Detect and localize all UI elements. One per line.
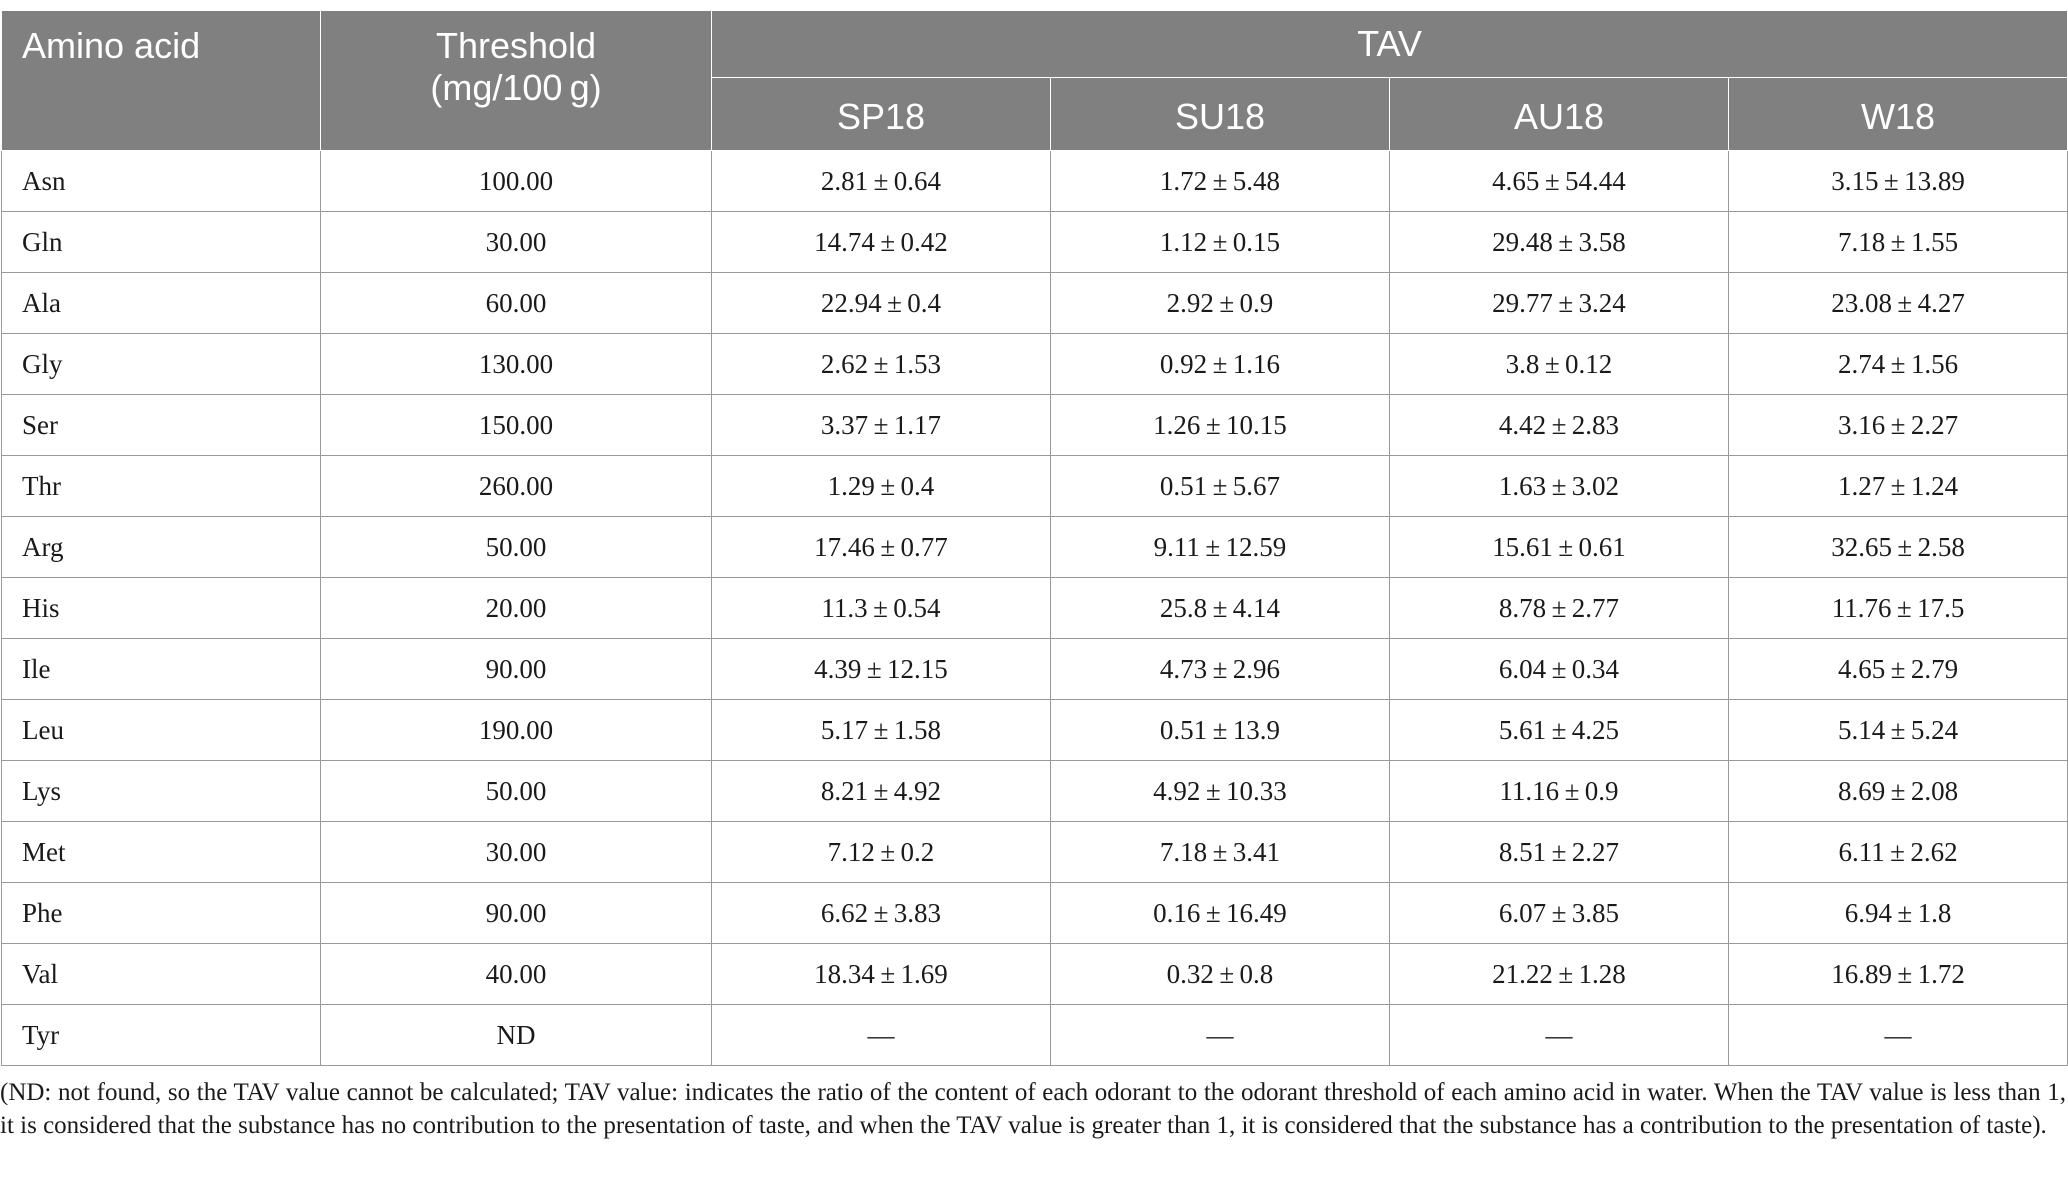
tav-value: 7.18 ± 3.41 — [1051, 822, 1390, 883]
tav-value: 4.42 ± 2.83 — [1390, 395, 1729, 456]
amino-acid-name: Thr — [2, 456, 321, 517]
tav-value: 9.11 ± 12.59 — [1051, 517, 1390, 578]
header-threshold-line1: Threshold — [435, 25, 597, 66]
table-row — [2, 334, 2068, 395]
threshold-value: 90.00 — [321, 639, 712, 700]
tav-value: 2.74 ± 1.56 — [1729, 334, 2068, 395]
tav-value: 3.37 ± 1.17 — [712, 395, 1051, 456]
tav-value: 0.16 ± 16.49 — [1051, 883, 1390, 944]
tav-value: 5.17 ± 1.58 — [712, 700, 1051, 761]
tav-value: 6.62 ± 3.83 — [712, 883, 1051, 944]
table-row — [2, 456, 2068, 517]
tav-value: 3.16 ± 2.27 — [1729, 395, 2068, 456]
tav-value: 4.92 ± 10.33 — [1051, 761, 1390, 822]
tav-value: 8.69 ± 2.08 — [1729, 761, 2068, 822]
tav-value: 32.65 ± 2.58 — [1729, 517, 2068, 578]
tav-value: 15.61 ± 0.61 — [1390, 517, 1729, 578]
tav-value: — — [1729, 1005, 2068, 1066]
tav-value: 4.39 ± 12.15 — [712, 639, 1051, 700]
tav-value: 6.11 ± 2.62 — [1729, 822, 2068, 883]
threshold-value: 60.00 — [321, 273, 712, 334]
amino-acid-name: Ala — [2, 273, 321, 334]
threshold-value: 50.00 — [321, 517, 712, 578]
table-row — [2, 1005, 2068, 1066]
header-sample-au18: AU18 — [1390, 78, 1729, 151]
table-row — [2, 517, 2068, 578]
amino-acid-name: Lys — [2, 761, 321, 822]
tav-value: 1.12 ± 0.15 — [1051, 212, 1390, 273]
tav-value: 6.04 ± 0.34 — [1390, 639, 1729, 700]
header-threshold — [321, 11, 712, 151]
amino-acid-name: Asn — [2, 151, 321, 212]
tav-value: 4.65 ± 54.44 — [1390, 151, 1729, 212]
table-header — [2, 11, 2068, 151]
tav-value: 6.94 ± 1.8 — [1729, 883, 2068, 944]
tav-value: 2.92 ± 0.9 — [1051, 273, 1390, 334]
tav-value: 25.8 ± 4.14 — [1051, 578, 1390, 639]
header-amino-acid: Amino acid — [2, 11, 321, 151]
threshold-value: 30.00 — [321, 212, 712, 273]
table-row — [2, 700, 2068, 761]
tav-value: 0.32 ± 0.8 — [1051, 944, 1390, 1005]
tav-value: 7.18 ± 1.55 — [1729, 212, 2068, 273]
table-row — [2, 639, 2068, 700]
tav-value: 6.07 ± 3.85 — [1390, 883, 1729, 944]
tav-value: 0.51 ± 13.9 — [1051, 700, 1390, 761]
tav-value: 4.73 ± 2.96 — [1051, 639, 1390, 700]
tav-value: 4.65 ± 2.79 — [1729, 639, 2068, 700]
tav-value: 17.46 ± 0.77 — [712, 517, 1051, 578]
table-row — [2, 578, 2068, 639]
tav-value: 2.62 ± 1.53 — [712, 334, 1051, 395]
tav-value: 1.63 ± 3.02 — [1390, 456, 1729, 517]
tav-value: 29.48 ± 3.58 — [1390, 212, 1729, 273]
header-sample-w18: W18 — [1729, 78, 2068, 151]
table-row — [2, 212, 2068, 273]
amino-acid-name: Leu — [2, 700, 321, 761]
threshold-value: 260.00 — [321, 456, 712, 517]
threshold-value: 100.00 — [321, 151, 712, 212]
tav-value: 14.74 ± 0.42 — [712, 212, 1051, 273]
tav-value: 1.26 ± 10.15 — [1051, 395, 1390, 456]
amino-acid-name: Tyr — [2, 1005, 321, 1066]
tav-value: 5.14 ± 5.24 — [1729, 700, 2068, 761]
threshold-value: 20.00 — [321, 578, 712, 639]
amino-acid-name: His — [2, 578, 321, 639]
tav-value: — — [1390, 1005, 1729, 1066]
tav-value: 18.34 ± 1.69 — [712, 944, 1051, 1005]
tav-value: 11.16 ± 0.9 — [1390, 761, 1729, 822]
tav-value: 22.94 ± 0.4 — [712, 273, 1051, 334]
tav-value: 5.61 ± 4.25 — [1390, 700, 1729, 761]
header-threshold-line2: (mg/100 g) — [430, 67, 602, 108]
tav-value: 8.78 ± 2.77 — [1390, 578, 1729, 639]
table-body — [2, 151, 2068, 1066]
tav-value: 11.76 ± 17.5 — [1729, 578, 2068, 639]
table-row — [2, 761, 2068, 822]
tav-value: 3.15 ± 13.89 — [1729, 151, 2068, 212]
threshold-value: 30.00 — [321, 822, 712, 883]
amino-acid-name: Arg — [2, 517, 321, 578]
tav-value: 16.89 ± 1.72 — [1729, 944, 2068, 1005]
amino-acid-name: Ile — [2, 639, 321, 700]
tav-value: 23.08 ± 4.27 — [1729, 273, 2068, 334]
tav-value: 1.72 ± 5.48 — [1051, 151, 1390, 212]
tav-value: 2.81 ± 0.64 — [712, 151, 1051, 212]
threshold-value: 40.00 — [321, 944, 712, 1005]
amino-acid-name: Val — [2, 944, 321, 1005]
table-row — [2, 944, 2068, 1005]
amino-acid-name: Ser — [2, 395, 321, 456]
amino-acid-name: Gln — [2, 212, 321, 273]
tav-value: 1.27 ± 1.24 — [1729, 456, 2068, 517]
threshold-value: 150.00 — [321, 395, 712, 456]
threshold-value: 90.00 — [321, 883, 712, 944]
amino-acid-name: Gly — [2, 334, 321, 395]
tav-value: 29.77 ± 3.24 — [1390, 273, 1729, 334]
tav-value: 21.22 ± 1.28 — [1390, 944, 1729, 1005]
header-tav: TAV — [712, 11, 2068, 78]
table-row — [2, 883, 2068, 944]
header-sample-sp18: SP18 — [712, 78, 1051, 151]
tav-value: 0.92 ± 1.16 — [1051, 334, 1390, 395]
threshold-value: 130.00 — [321, 334, 712, 395]
threshold-value: ND — [321, 1005, 712, 1066]
tav-value: 3.8 ± 0.12 — [1390, 334, 1729, 395]
table-row — [2, 822, 2068, 883]
threshold-value: 50.00 — [321, 761, 712, 822]
tav-value: 1.29 ± 0.4 — [712, 456, 1051, 517]
tav-value: 11.3 ± 0.54 — [712, 578, 1051, 639]
amino-acid-name: Met — [2, 822, 321, 883]
tav-value: — — [1051, 1005, 1390, 1066]
header-sample-su18: SU18 — [1051, 78, 1390, 151]
table-row — [2, 151, 2068, 212]
amino-acid-name: Phe — [2, 883, 321, 944]
tav-value: 0.51 ± 5.67 — [1051, 456, 1390, 517]
tav-value: — — [712, 1005, 1051, 1066]
table-row — [2, 273, 2068, 334]
threshold-value: 190.00 — [321, 700, 712, 761]
tav-value: 8.51 ± 2.27 — [1390, 822, 1729, 883]
tav-value: 7.12 ± 0.2 — [712, 822, 1051, 883]
table-footnote: (ND: not found, so the TAV value cannot be calculated; TAV value: indicates the ratio of the content of each odorant to the odorant threshold of each amino acid in water. When the TAV value is less than 1, it is considered that the substance has no contribution to the presentation of taste, and when the TAV value is greater than 1, it is considered that the substance has a contribution to the presentation of taste). — [0, 1079, 2066, 1139]
amino-acid-tav-table — [1, 10, 2068, 1066]
table-row — [2, 395, 2068, 456]
table-container — [0, 10, 2068, 1066]
tav-value: 8.21 ± 4.92 — [712, 761, 1051, 822]
